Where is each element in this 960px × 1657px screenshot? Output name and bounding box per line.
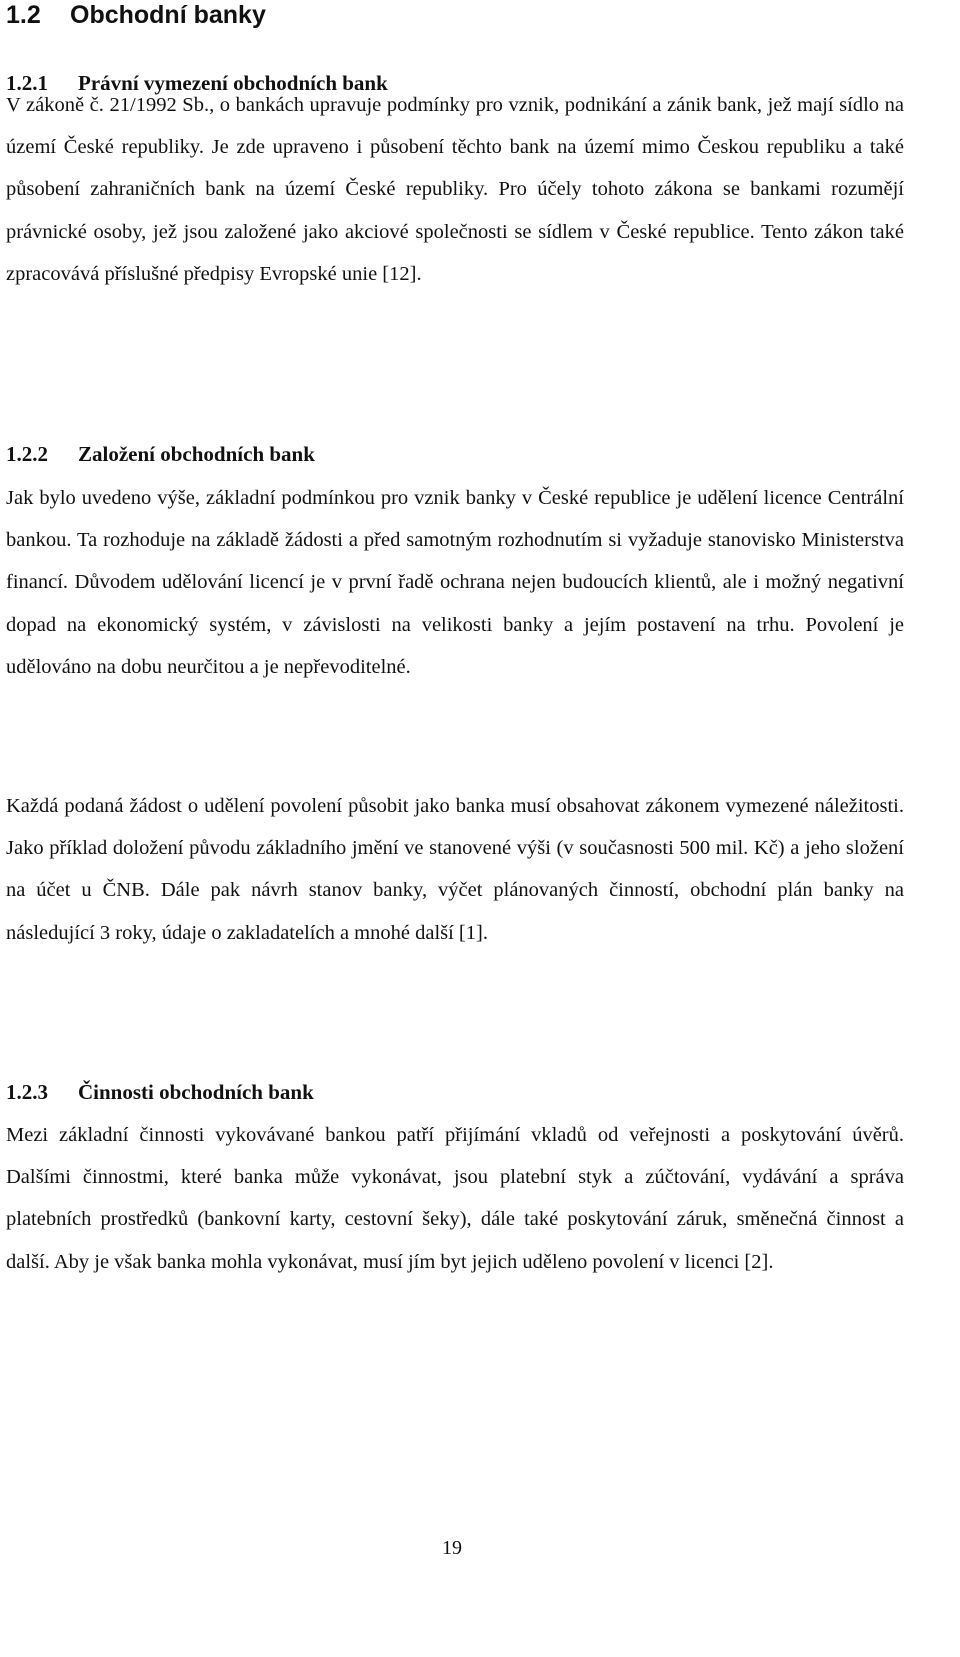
section-number: 1.2.2 [6,442,48,466]
paragraph: Každá podaná žádost o udělení povolení působit jako banka musí obsahovat zákonem vymezené náležitosti. Jako příklad doložení původu základního jmění ve stanovené výši (v současnosti 500 mil. Kč) a jeho složení na účet u ČNB. Dále pak návrh stanov banky, výčet plánovaných činností, obchodní plán banky na následující 3 roky, údaje o zakladatelích a mnohé další [1]. [6,795,904,944]
chapter-title: Obchodní banky [70,1,266,29]
chapter-number: 1.2 [6,1,41,29]
paragraph: Jak bylo uvedeno výše, základní podmínkou pro vznik banky v České republice je udělení licence Centrální bankou. Ta rozhoduje na základě žádosti a před samotným rozhodnutím si vyžaduje stanovisko Ministerstva financí. Důvodem udělování licencí je v první řadě ochrana nejen budoucích klientů, ale i možný negativní dopad na ekonomický systém, v závislosti na velikosti banky a jejím postavení na trhu. Povolení je udělováno na dobu neurčitou a je nepřevoditelné. [6,487,904,678]
paragraph: Mezi základní činnosti vykovávané bankou patří přijímání vkladů od veřejnosti a poskytování úvěrů. Dalšími činnostmi, které banka může vykonávat, jsou platební styk a zúčtování, vydávání a správa platebních prostředků (bankovní karty, cestovní šeky), dále také poskytování záruk, směnečná činnost a další. Aby je však banka mohla vykonávat, musí jím byt jejich uděleno povolení v licenci [2]. [6,1124,904,1273]
section-title: Právní vymezení obchodních bank [78,71,388,95]
paragraph: V zákoně č. 21/1992 Sb., o bankách upravuje podmínky pro vznik, podnikání a zánik bank, jež mají sídlo na území České republiky. Je zde upraveno i působení těchto bank na území mimo Českou republiku a také působení zahraničních bank na území České republiky. Pro účely tohoto zákona se bankami rozumějí právnické osoby, jež jsou založené jako akciové společnosti se sídlem v České republice. Tento zákon také zpracovává příslušné předpisy Evropské unie [12]. [6,94,904,285]
section-number: 1.2.1 [6,71,48,95]
page-number: 19 [442,1537,462,1559]
section-title: Činnosti obchodních bank [78,1080,314,1104]
section-title: Založení obchodních bank [78,442,315,466]
section-number: 1.2.3 [6,1080,48,1104]
chapter-heading [6,0,266,30]
section-heading-1-2-2 [6,440,315,468]
section-heading-1-2-3 [6,1078,314,1106]
